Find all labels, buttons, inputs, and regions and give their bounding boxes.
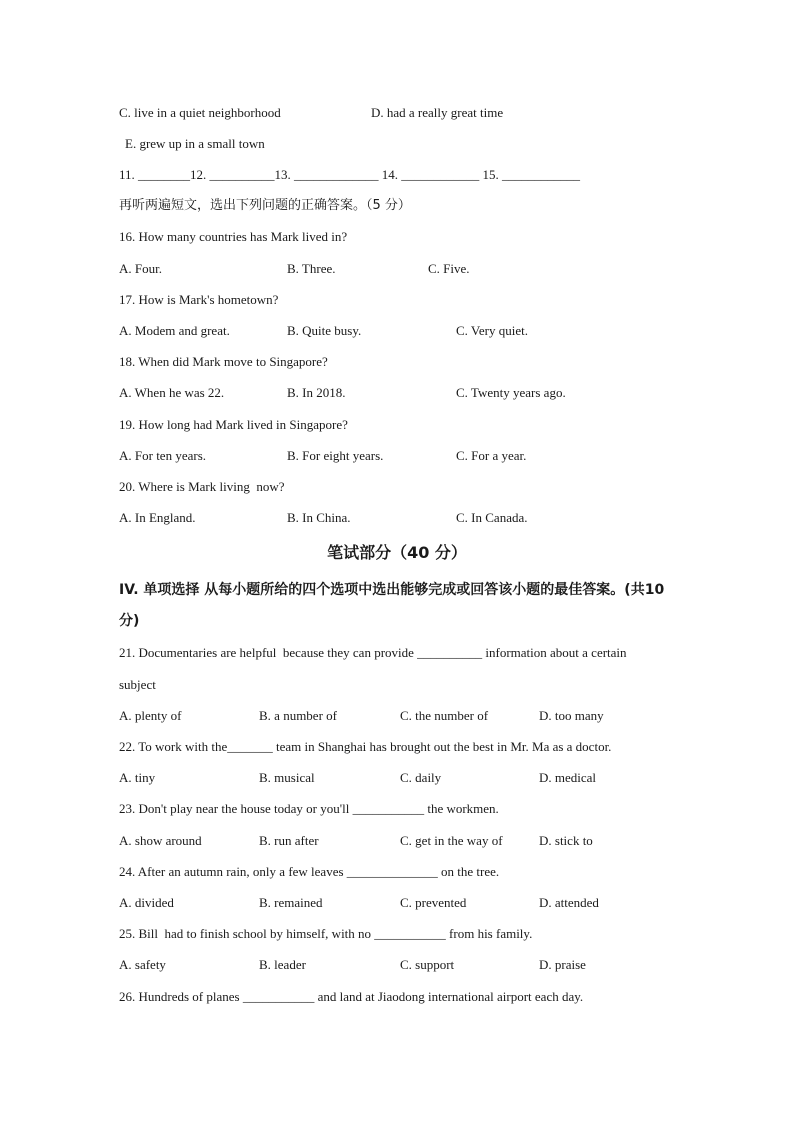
written-section-heading: 笔试部分（40 分） — [327, 543, 467, 562]
q24-option-b: B. remained — [259, 895, 323, 910]
question-17: 17. How is Mark's hometown? — [119, 292, 279, 307]
option-e: E. grew up in a small town — [125, 136, 265, 151]
q18-option-a: A. When he was 22. — [119, 385, 225, 400]
q24-option-d: D. attended — [539, 895, 599, 910]
question-21-cont: subject — [119, 677, 156, 692]
q22-option-d: D. medical — [539, 770, 597, 785]
q23-option-a: A. show around — [119, 833, 202, 848]
q20-option-a: A. In England. — [119, 510, 196, 525]
q23-option-c: C. get in the way of — [400, 833, 503, 848]
q25-option-c: C. support — [400, 957, 455, 972]
q17-option-b: B. Quite busy. — [287, 323, 362, 338]
q25-option-a: A. safety — [119, 957, 166, 972]
section-instruction: 再听两遍短文，选出下列问题的正确答案。（5 分） — [119, 198, 411, 213]
question-22: 22. To work with the_______ team in Shanghai has brought out the best in Mr. Ma as a doctor. — [119, 739, 612, 754]
section-iv-title: IV. 单项选择 从每小题所给的四个选项中选出能够完成或回答该小题的最佳答案。(共10 — [119, 582, 665, 598]
q16-option-c: C. Five. — [428, 261, 470, 276]
question-21: 21. Documentaries are helpful because they can provide __________ information about a certain — [119, 645, 627, 660]
q21-option-d: D. too many — [539, 708, 604, 723]
q19-option-a: A. For ten years. — [119, 448, 207, 463]
question-19: 19. How long had Mark lived in Singapore? — [119, 417, 348, 432]
q17-option-a: A. Modem and great. — [119, 323, 230, 338]
q25-option-b: B. leader — [259, 957, 306, 972]
q16-option-a: A. Four. — [119, 261, 162, 276]
q24-option-a: A. divided — [119, 895, 174, 910]
q22-option-a: A. tiny — [119, 770, 156, 785]
q23-option-b: B. run after — [259, 833, 319, 848]
q18-option-b: B. In 2018. — [287, 385, 346, 400]
q17-option-c: C. Very quiet. — [456, 323, 528, 338]
q16-option-b: B. Three. — [287, 261, 336, 276]
q21-option-b: B. a number of — [259, 708, 337, 723]
q25-option-d: D. praise — [539, 957, 586, 972]
q20-option-b: B. In China. — [287, 510, 351, 525]
section-iv-title-cont: 分) — [119, 613, 140, 629]
option-c: C. live in a quiet neighborhood — [119, 105, 281, 120]
q19-option-b: B. For eight years. — [287, 448, 384, 463]
q24-option-c: C. prevented — [400, 895, 467, 910]
q21-option-c: C. the number of — [400, 708, 489, 723]
question-25: 25. Bill had to finish school by himself, with no ___________ from his family. — [119, 926, 533, 941]
question-24: 24. After an autumn rain, only a few leaves ______________ on the tree. — [119, 864, 500, 879]
option-d: D. had a really great time — [371, 105, 504, 120]
q23-option-d: D. stick to — [539, 833, 593, 848]
q22-option-c: C. daily — [400, 770, 442, 785]
answer-blanks-row: 11. ________12. __________13. _____________ 14. ____________ 15. ____________ — [119, 167, 581, 182]
q22-option-b: B. musical — [259, 770, 315, 785]
question-26: 26. Hundreds of planes ___________ and land at Jiaodong international airport each day. — [119, 989, 584, 1004]
q19-option-c: C. For a year. — [456, 448, 527, 463]
q18-option-c: C. Twenty years ago. — [456, 385, 566, 400]
q21-option-a: A. plenty of — [119, 708, 182, 723]
question-16: 16. How many countries has Mark lived in? — [119, 229, 348, 244]
question-20: 20. Where is Mark living now? — [119, 479, 285, 494]
question-18: 18. When did Mark move to Singapore? — [119, 354, 328, 369]
q20-option-c: C. In Canada. — [456, 510, 528, 525]
question-23: 23. Don't play near the house today or you'll ___________ the workmen. — [119, 801, 499, 816]
